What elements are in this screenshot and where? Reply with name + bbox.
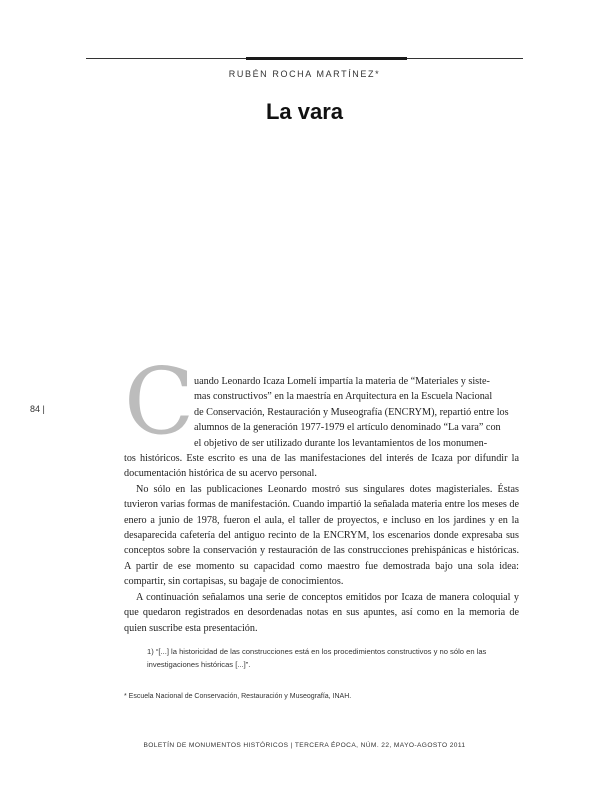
footnote: * Escuela Nacional de Conservación, Restauración y Museografía, INAH.	[124, 693, 352, 700]
text-line: alumnos de la generación 1977-1979 el artículo denominado “La vara” con	[194, 422, 501, 434]
text-line: el objetivo de ser utilizado durante los levantamientos de los monumen-	[194, 437, 488, 449]
paragraph: A continuación señalamos una serie de conceptos emitidos por Icaza de manera coloquial y que quedaron registrados en desordenadas notas en sus apuntes, así como en la memoria de quien suscribe esta presentación.	[124, 591, 519, 634]
paragraph: tos históricos. Este escrito es una de las manifestaciones del interés de Icaza por difundir la documentación histórica de su acervo personal.	[124, 453, 519, 480]
header-rule-accent	[246, 57, 407, 60]
article-title: La vara	[265, 99, 344, 124]
paragraph: No sólo en las publicaciones Leonardo mostró sus singulares dotes magisteriales. Éstas tuvieron varias formas de manifestación. Cuando impartió la señalada materia entre los meses de enero a junio de 1978, fueron el aula, el taller de proyectos, e incluso en los jardines y en la desaparecida cafetería del antiguo recinto de la ENCRYM, los escenarios donde expresaba sus conceptos sobre la conservación y restauración de las construcciones prehispánicas e históricas. A partir de ese momento su capacidad como maestro fue demostrada bajo una sola idea: compartir, sin cortapisas, su bagaje de conocimientos.	[124, 483, 519, 588]
first-paragraph-opening	[124, 374, 519, 451]
text-line: uando Leonardo Icaza Lomelí impartía la materia de “Materiales y siste-	[194, 376, 490, 387]
article-body	[124, 374, 519, 636]
author-name: RUBÉN ROCHA MARTÍNEZ*	[228, 69, 381, 79]
numbered-note: 1) “[...] la historicidad de las construcciones está en los procedimientos constructivos y no sólo en las investigaciones históricas [...]”.	[147, 647, 487, 669]
text-line: de Conservación, Restauración y Museografía (ENCRYM), repartió entre los	[194, 406, 509, 418]
drop-cap: C	[124, 348, 195, 455]
page-number: 84 |	[30, 404, 45, 414]
text-line: mas constructivos” en la maestría en Arquitectura en la Escuela Nacional	[194, 391, 493, 403]
running-footer: BOLETÍN DE MONUMENTOS HISTÓRICOS | TERCERA ÉPOCA, NÚM. 22, MAYO-AGOSTO 2011	[143, 742, 466, 749]
